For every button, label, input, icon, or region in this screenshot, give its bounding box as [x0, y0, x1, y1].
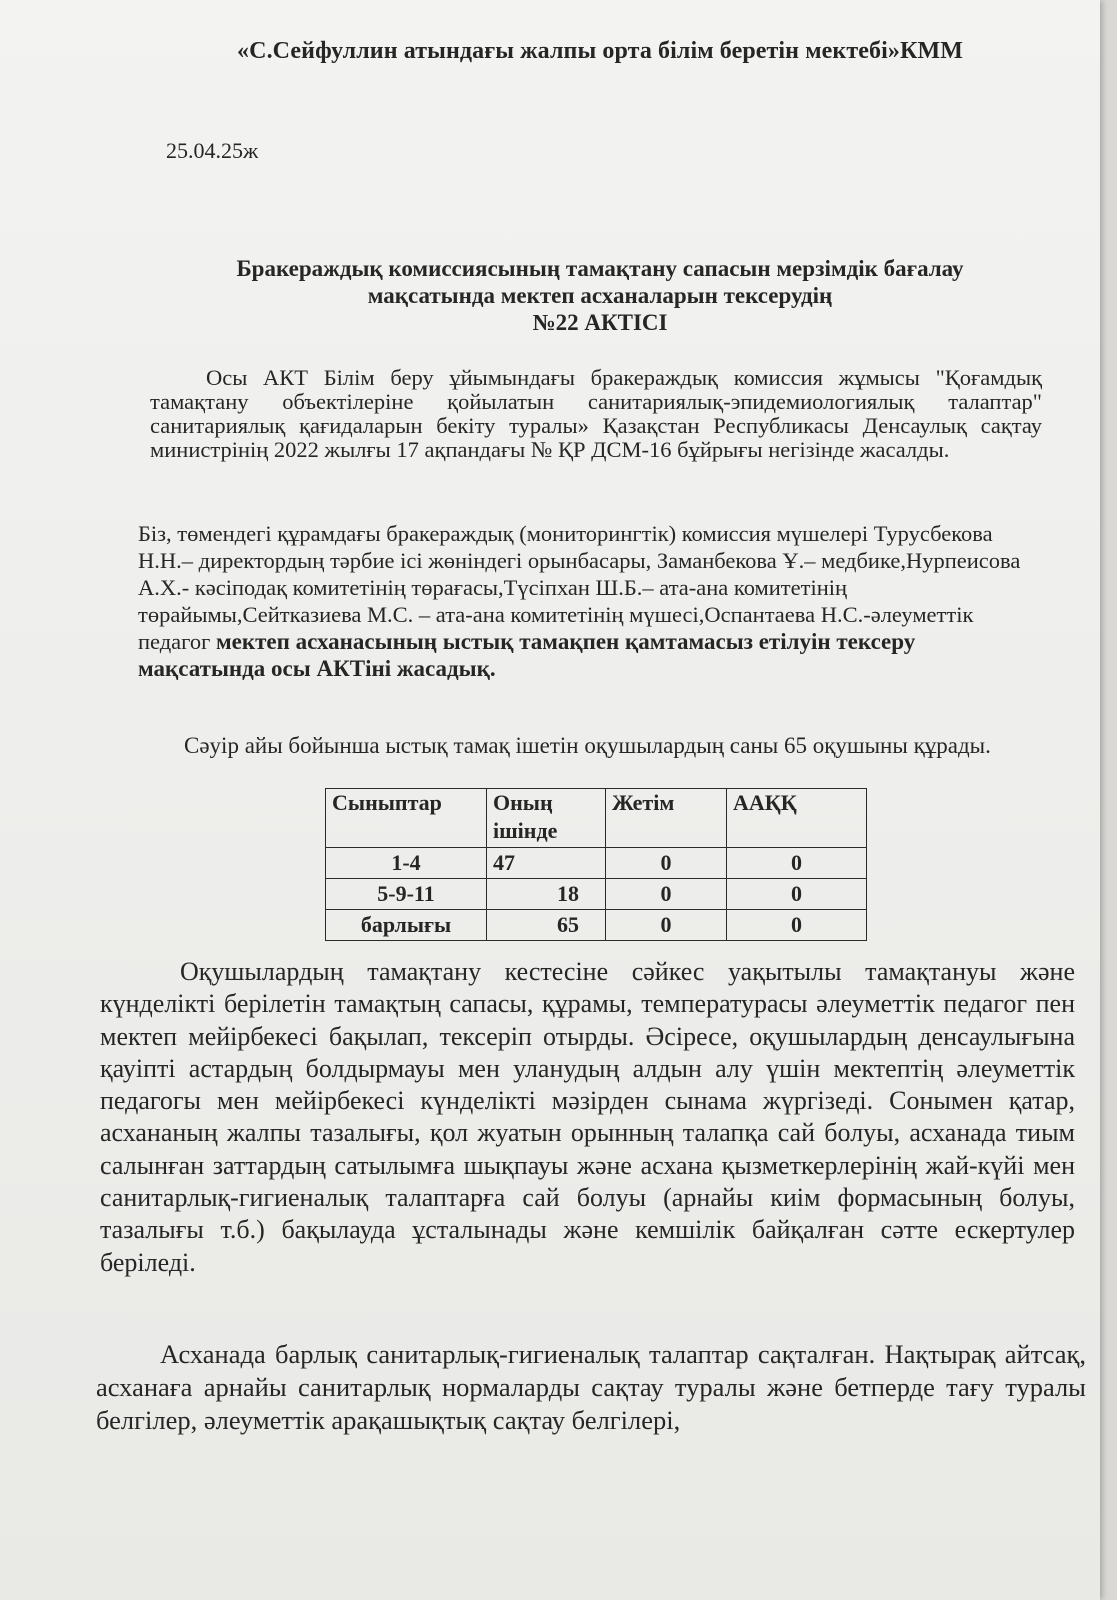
intro-text: Осы АКТ Білім беру ұйымындағы бракераждық комиссия жұмысы "Қоғамдық тамақтану объектілеріне қойылатын санитариялық-эпидемиологиялық талаптар" санитариялық қағидаларын бекіту туралы» Қазақстан Республикасы Денсаулық сақтау министрінің 2022 жылғы 17 ақпандағы № ҚР ДСМ-16 бұйрығы негізінде жасалды.	[150, 365, 1042, 462]
students-table	[325, 788, 867, 941]
cell-aakk: 0	[727, 910, 867, 941]
act-title-line-3: №22 АКТІСІ	[532, 310, 668, 335]
table-row	[326, 848, 867, 879]
cell-classes: 1-4	[326, 848, 487, 879]
sanitary-paragraph	[96, 1338, 1086, 1437]
table-row	[326, 879, 867, 910]
school-header: «С.Сейфуллин атындағы жалпы орта білім беретін мектебі»КММ	[237, 38, 963, 64]
cell-count: 18	[487, 879, 606, 910]
col-header-orphan: Жетім	[606, 789, 727, 848]
cell-aakk: 0	[727, 848, 867, 879]
commission-bold-text: мектеп асханасының ыстық тамақпен қамтамасыз етілуін тексеру мақсатында осы АКТіні жасадық.	[138, 629, 916, 681]
commission-text: Біз, төмендегі құрамдағы бракераждық (мониторингтік) комиссия мүшелері Турусбекова Н.Н.– директордың тәрбие ісі жөніндегі орынбасары, Заманбекова Ұ.– медбике,Нурпеисова А.Х.- кәсіподақ комитетінің төрағасы,Түсіпхан Ш.Б.– ата-ана комитетінің төрайымы,Сейтказиева М.С. – ата-ана комитетінің мүшесі,Оспантаева Н.С.-әлеуметтік педагог	[138, 521, 1021, 654]
commission-paragraph	[138, 520, 1038, 682]
table-header-row	[326, 789, 867, 848]
cell-aakk: 0	[727, 879, 867, 910]
act-title-line-2: мақсатында мектеп асханаларын тексерудің	[367, 283, 833, 308]
table-row	[326, 910, 867, 941]
intro-paragraph	[150, 366, 1042, 462]
document-date: 25.04.25ж	[166, 138, 259, 163]
cell-orphan: 0	[606, 879, 727, 910]
student-count-text: Сәуір айы бойынша ыстық тамақ ішетін оқушылардың саны 65 оқушыны құрады.	[184, 733, 991, 758]
col-header-including: Оның ішінде	[487, 789, 606, 848]
cell-orphan: 0	[606, 848, 727, 879]
col-header-aakk: ААҚҚ	[727, 789, 867, 848]
sanitary-text: Асханада барлық санитарлық-гигиеналық талаптар сақталған. Нақтырақ айтсақ, асханаға арнайы санитарлық нормаларды сақтау туралы және бетперде тағу туралы белгілер, әлеуметтік арақашықтық сақтау белгілері,	[96, 1339, 1086, 1435]
student-count-paragraph	[130, 732, 1042, 760]
cell-classes: 5-9-11	[326, 879, 487, 910]
act-title-line-1: Бракераждық комиссиясының тамақтану сапасын мерзімдік бағалау	[236, 256, 964, 281]
nutrition-control-paragraph	[100, 956, 1075, 1279]
cell-orphan: 0	[606, 910, 727, 941]
cell-classes: барлығы	[326, 910, 487, 941]
cell-count: 47	[487, 848, 606, 879]
nutrition-control-text: Оқушылардың тамақтану кестесіне сәйкес уақытылы тамақтануы және күнделікті берілетін тамақтың сапасы, құрамы, температурасы әлеуметтік педагог пен мектеп мейірбекесі бақылап, тексеріп отырды. Әсіресе, оқушылардың денсаулығына қауіпті астардың болдырмауы мен уланудың алдын алу үшін мектептің әлеуметтік педагогы мен мейірбекесі күнделікті мәзірден сынама жүргізеді. Сонымен қатар, асхананың жалпы тазалығы, қол жуатын орынның талапқа сай болуы, асханада тиым салынған заттардың сатылымға шықпауы және асхана қызметкерлерінің жай-күйі мен санитарлық-гигиеналық талаптарға сай болуы (арнайы киім формасының болуы, тазалығы т.б.) бақылауда ұсталынады және кемшілік байқалған сәтте ескертулер беріледі.	[100, 957, 1075, 1277]
cell-count: 65	[487, 910, 606, 941]
col-header-classes: Сыныптар	[326, 789, 487, 848]
